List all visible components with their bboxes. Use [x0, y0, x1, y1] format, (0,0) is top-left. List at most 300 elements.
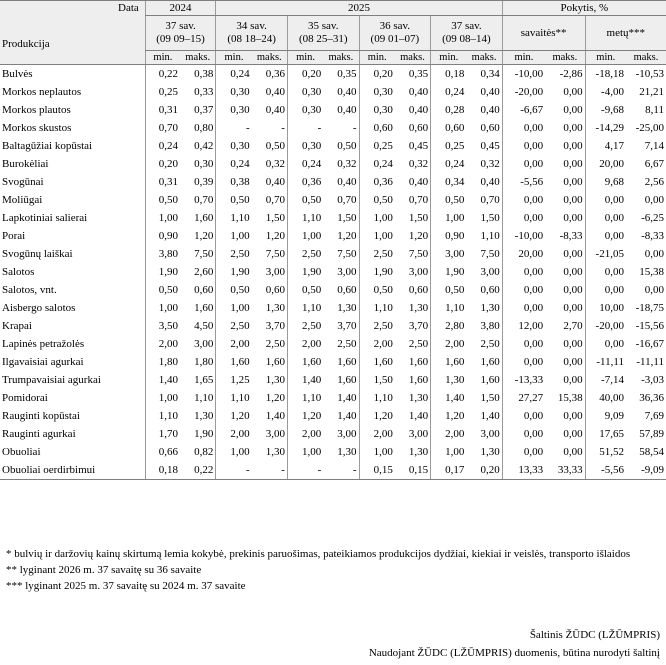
min-header: min. [431, 51, 467, 65]
table-row [0, 191, 666, 209]
max-value-cell: 1,30 [265, 446, 285, 458]
max-value-cell: 2,70 [563, 320, 583, 332]
max-value-cell: -6,25 [641, 212, 664, 224]
max-value-cell: 0,70 [337, 194, 357, 206]
min-value-cell: 0,30 [216, 101, 252, 119]
max-value-cell: 0,00 [563, 86, 583, 98]
min-value-cell: 0,50 [287, 281, 323, 299]
max-value-cell: 1,50 [265, 212, 285, 224]
min-value-cell: -10,00 [502, 65, 545, 84]
max-value-cell: 0,22 [180, 461, 216, 480]
max-value-cell: 3,00 [337, 266, 357, 278]
min-value-cell: 0,50 [359, 191, 395, 209]
min-value-cell: 0,00 [502, 425, 545, 443]
min-value-cell: 2,00 [287, 335, 323, 353]
max-value-cell: 1,60 [408, 374, 429, 386]
max-value-cell: 1,20 [408, 230, 429, 242]
table-row [0, 263, 666, 281]
min-value-cell: 2,00 [431, 425, 467, 443]
min-value-cell: 3,50 [145, 317, 180, 335]
min-value-cell: -20,00 [585, 317, 626, 335]
table-row [0, 65, 666, 84]
max-value-cell: 0,60 [408, 284, 429, 296]
source-block [369, 626, 660, 662]
min-value-cell: 0,25 [431, 137, 467, 155]
max-value-cell: 2,60 [194, 266, 214, 278]
max-value-cell: 0,00 [563, 266, 583, 278]
max-value-cell: 0,40 [265, 86, 285, 98]
min-value-cell: 0,66 [145, 443, 180, 461]
max-header: maks. [626, 51, 666, 65]
table-row [0, 371, 666, 389]
min-value-cell: -6,67 [502, 101, 545, 119]
max-value-cell: 1,30 [194, 410, 214, 422]
header-row-minmax [0, 51, 666, 65]
max-header: maks. [395, 51, 431, 65]
min-header: min. [216, 51, 252, 65]
min-value-cell: 0,20 [145, 155, 180, 173]
min-value-cell: 0,00 [585, 209, 626, 227]
product-name: Pomidorai [2, 392, 48, 404]
min-value-cell: 1,60 [431, 353, 467, 371]
min-value-cell: 10,00 [585, 299, 626, 317]
min-value-cell: 9,68 [585, 173, 626, 191]
min-value-cell: 1,25 [216, 371, 252, 389]
min-header: min. [359, 51, 395, 65]
min-value-cell: 0,31 [145, 173, 180, 191]
min-value-cell: 0,22 [145, 65, 180, 84]
max-value-cell: 0,70 [265, 194, 285, 206]
max-value-cell: 0,60 [480, 122, 500, 134]
max-value-cell: 1,60 [408, 356, 429, 368]
max-value-cell: 36,36 [639, 392, 664, 404]
max-value-cell: 0,00 [563, 374, 583, 386]
min-value-cell: -11,11 [585, 353, 626, 371]
min-value-cell: 1,00 [431, 209, 467, 227]
max-value-cell: 0,00 [563, 410, 583, 422]
max-value-cell: 0,40 [408, 86, 429, 98]
table-row [0, 101, 666, 119]
max-value-cell: 0,15 [395, 461, 431, 480]
max-value-cell: 33,33 [545, 461, 585, 480]
max-value-cell: -25,00 [635, 122, 664, 134]
min-value-cell: 0,34 [431, 173, 467, 191]
max-value-cell: -9,09 [626, 461, 666, 480]
min-value-cell: 0,00 [502, 335, 545, 353]
max-value-cell: 2,50 [408, 338, 429, 350]
max-value-cell: 0,00 [563, 176, 583, 188]
max-value-cell: 0,00 [563, 140, 583, 152]
max-header: maks. [252, 51, 288, 65]
min-value-cell: 0,90 [431, 227, 467, 245]
max-value-cell: 1,20 [265, 230, 285, 242]
max-value-cell: 1,40 [480, 410, 500, 422]
max-value-cell: 1,30 [480, 446, 500, 458]
max-header: maks. [180, 51, 216, 65]
min-value-cell: 1,00 [359, 227, 395, 245]
max-value-cell: 1,65 [194, 374, 214, 386]
min-value-cell: 9,09 [585, 407, 626, 425]
max-value-cell: 0,42 [194, 140, 214, 152]
min-value-cell: 0,50 [145, 191, 180, 209]
product-name: Rauginti kopūstai [2, 410, 80, 422]
max-value-cell: 0,80 [194, 122, 214, 134]
min-value-cell: 1,10 [359, 389, 395, 407]
min-value-cell: 2,50 [287, 245, 323, 263]
change-header: Pokytis, % [502, 1, 666, 16]
min-value-cell: -14,29 [585, 119, 626, 137]
min-value-cell: 1,10 [287, 209, 323, 227]
max-value-cell: 0,70 [408, 194, 429, 206]
max-value-cell: 3,00 [480, 428, 500, 440]
max-value-cell: 0,32 [337, 158, 357, 170]
max-value-cell: 3,70 [337, 320, 357, 332]
min-value-cell: 1,00 [216, 227, 252, 245]
max-value-cell: 1,50 [480, 212, 500, 224]
max-value-cell: 0,00 [563, 194, 583, 206]
max-value-cell: 1,40 [337, 392, 357, 404]
max-value-cell: 1,50 [480, 392, 500, 404]
min-value-cell: 1,00 [287, 443, 323, 461]
max-value-cell: 1,50 [408, 212, 429, 224]
min-value-cell: 1,40 [431, 389, 467, 407]
min-value-cell: - [216, 461, 252, 480]
max-value-cell: 0,40 [408, 176, 429, 188]
max-value-cell: 1,30 [408, 392, 429, 404]
max-value-cell: 1,40 [265, 410, 285, 422]
max-value-cell: 0,40 [480, 104, 500, 116]
max-value-cell: 1,10 [194, 392, 214, 404]
min-value-cell: 3,80 [145, 245, 180, 263]
footnote-1: * bulvių ir daržovių kainų skirtumą lemia kokybė, prekinis paruošimas, pateikiamos produkcijos dydžiai, kiekiai ir veislės, transporto išlaidos [6, 548, 631, 560]
week-header: 34 sav. (08 18–24) [216, 16, 288, 51]
max-value-cell: 0,60 [194, 284, 214, 296]
min-value-cell: 1,20 [287, 407, 323, 425]
max-value-cell: 7,50 [265, 248, 285, 260]
min-value-cell: -10,00 [502, 227, 545, 245]
max-value-cell: 1,50 [337, 212, 357, 224]
data-label: Data [0, 1, 145, 16]
max-value-cell: 2,50 [480, 338, 500, 350]
max-value-cell: 4,50 [194, 320, 214, 332]
min-value-cell: 3,00 [431, 245, 467, 263]
table-row [0, 119, 666, 137]
product-name: Lapkotiniai salierai [2, 212, 88, 224]
min-value-cell: 1,30 [431, 371, 467, 389]
max-value-cell: 1,30 [337, 302, 357, 314]
min-value-cell: 0,38 [216, 173, 252, 191]
min-value-cell: 1,50 [359, 371, 395, 389]
max-value-cell: 1,60 [194, 302, 214, 314]
min-value-cell: 12,00 [502, 317, 545, 335]
max-value-cell: -10,53 [635, 68, 664, 80]
min-value-cell: 1,00 [359, 443, 395, 461]
max-value-cell: -15,56 [635, 320, 664, 332]
min-value-cell: 4,17 [585, 137, 626, 155]
product-name: Rauginti agurkai [2, 428, 76, 440]
product-name: Salotos, vnt. [2, 284, 57, 296]
min-value-cell: 0,50 [431, 191, 467, 209]
table-row [0, 389, 666, 407]
max-value-cell: 0,30 [194, 158, 214, 170]
min-value-cell: 0,00 [585, 191, 626, 209]
max-value-cell: 1,60 [194, 212, 214, 224]
max-value-cell: 1,30 [265, 302, 285, 314]
table-row [0, 335, 666, 353]
min-value-cell: 1,00 [216, 299, 252, 317]
min-value-cell: 2,50 [359, 317, 395, 335]
product-name: Aisbergo salotos [2, 302, 76, 314]
min-value-cell: 2,00 [216, 335, 252, 353]
max-value-cell: 0,00 [563, 338, 583, 350]
table-row [0, 173, 666, 191]
max-value-cell: -8,33 [641, 230, 664, 242]
max-value-cell: 1,60 [265, 356, 285, 368]
max-value-cell: 1,30 [408, 302, 429, 314]
max-value-cell: 7,50 [480, 248, 500, 260]
min-value-cell: 20,00 [502, 245, 545, 263]
min-value-cell: 0,24 [431, 155, 467, 173]
max-value-cell: 0,40 [480, 86, 500, 98]
max-value-cell: 7,50 [408, 248, 429, 260]
min-value-cell: 0,30 [359, 83, 395, 101]
max-value-cell: 1,60 [480, 374, 500, 386]
max-value-cell: 0,35 [408, 68, 429, 80]
product-label: Produkcija [0, 16, 145, 51]
max-value-cell: 0,00 [644, 284, 664, 296]
min-value-cell: 0,00 [502, 137, 545, 155]
min-value-cell: 1,10 [287, 389, 323, 407]
max-value-cell: -3,03 [641, 374, 664, 386]
min-value-cell: 1,00 [145, 299, 180, 317]
max-value-cell: 0,36 [265, 68, 285, 80]
min-value-cell: 1,60 [216, 353, 252, 371]
max-value-cell: 0,40 [265, 176, 285, 188]
min-value-cell: 0,24 [287, 155, 323, 173]
max-value-cell: 0,50 [337, 140, 357, 152]
max-value-cell: -8,33 [559, 230, 583, 242]
min-value-cell: 0,00 [502, 191, 545, 209]
max-value-cell: 0,60 [408, 122, 429, 134]
max-value-cell: 15,38 [639, 266, 664, 278]
yearly-change-header: metų*** [585, 16, 666, 51]
min-value-cell: 2,00 [359, 335, 395, 353]
min-value-cell: 0,25 [145, 83, 180, 101]
footnotes [6, 546, 662, 594]
min-value-cell: 0,18 [145, 461, 180, 480]
max-value-cell: 3,70 [265, 320, 285, 332]
product-name: Salotos [2, 266, 35, 278]
year-2024-header: 2024 [145, 1, 216, 16]
product-name: Obuoliai oerdirbimui [0, 461, 145, 480]
max-value-cell: - [323, 461, 359, 480]
max-value-cell: 0,32 [408, 158, 429, 170]
max-value-cell: 0,00 [563, 356, 583, 368]
max-value-cell: 0,33 [194, 86, 214, 98]
min-value-cell: -21,05 [585, 245, 626, 263]
min-value-cell: 1,90 [287, 263, 323, 281]
max-value-cell: 1,90 [194, 428, 214, 440]
min-header: min. [145, 51, 180, 65]
max-value-cell: 0,60 [337, 284, 357, 296]
max-value-cell: 7,69 [644, 410, 664, 422]
min-value-cell: 1,70 [145, 425, 180, 443]
max-value-cell: 57,89 [639, 428, 664, 440]
min-value-cell: - [287, 461, 323, 480]
max-value-cell: - [252, 461, 288, 480]
max-value-cell: 2,50 [265, 338, 285, 350]
min-value-cell: 1,90 [145, 263, 180, 281]
max-value-cell: 0,40 [337, 104, 357, 116]
product-name: Porai [2, 230, 26, 242]
max-value-cell: 3,00 [337, 428, 357, 440]
max-value-cell: -11,11 [636, 356, 664, 368]
min-value-cell: 0,00 [502, 209, 545, 227]
max-value-cell: 6,67 [644, 158, 664, 170]
min-value-cell: 1,60 [287, 353, 323, 371]
min-value-cell: 0,00 [502, 155, 545, 173]
max-value-cell: 7,50 [337, 248, 357, 260]
product-name: Burokėliai [2, 158, 49, 170]
max-value-cell: 0,70 [194, 194, 214, 206]
min-value-cell: -9,68 [585, 101, 626, 119]
min-value-cell: - [287, 119, 323, 137]
min-value-cell: 0,24 [431, 83, 467, 101]
min-value-cell: 0,00 [502, 281, 545, 299]
table-row [0, 299, 666, 317]
header-row-weeks [0, 16, 666, 51]
min-value-cell: 1,20 [431, 407, 467, 425]
min-value-cell: -20,00 [502, 83, 545, 101]
min-value-cell: 0,30 [287, 137, 323, 155]
min-value-cell: 0,31 [145, 101, 180, 119]
min-value-cell: 17,65 [585, 425, 626, 443]
min-value-cell: 0,30 [216, 137, 252, 155]
max-value-cell: 0,00 [563, 248, 583, 260]
max-value-cell: 3,00 [480, 266, 500, 278]
min-value-cell: 1,20 [216, 407, 252, 425]
min-value-cell: 1,10 [359, 299, 395, 317]
max-value-cell: 1,30 [480, 302, 500, 314]
min-value-cell: 1,00 [287, 227, 323, 245]
min-value-cell: 0,18 [431, 65, 467, 84]
max-value-cell: 0,38 [194, 68, 214, 80]
min-header: min. [585, 51, 626, 65]
min-value-cell: -5,56 [502, 173, 545, 191]
min-header: min. [502, 51, 545, 65]
max-value-cell: 0,32 [265, 158, 285, 170]
min-value-cell: 2,50 [216, 245, 252, 263]
table-row [0, 83, 666, 101]
max-value-cell: 0,00 [563, 302, 583, 314]
min-value-cell: -18,18 [585, 65, 626, 84]
max-value-cell: 0,60 [480, 284, 500, 296]
max-value-cell: 0,00 [563, 428, 583, 440]
table-row [0, 461, 666, 480]
max-value-cell: 0,37 [194, 104, 214, 116]
min-value-cell: 1,80 [145, 353, 180, 371]
min-value-cell: 0,24 [359, 155, 395, 173]
min-value-cell: 0,00 [502, 353, 545, 371]
min-value-cell: 0,00 [502, 119, 545, 137]
min-value-cell: 0,25 [359, 137, 395, 155]
table-row [0, 137, 666, 155]
max-value-cell: 0,20 [466, 461, 502, 480]
max-value-cell: 3,00 [408, 266, 429, 278]
min-value-cell: 1,90 [359, 263, 395, 281]
min-value-cell: 0,17 [431, 461, 467, 480]
source-notice: Naudojant ŽŪDC (LŽŪMPRIS) duomenis, būtina nurodyti šaltinį [368, 647, 660, 659]
max-value-cell: 21,21 [639, 86, 664, 98]
min-value-cell: 51,52 [585, 443, 626, 461]
min-value-cell: 2,50 [216, 317, 252, 335]
max-value-cell: 7,50 [194, 248, 214, 260]
max-value-cell: 1,80 [194, 356, 214, 368]
min-value-cell: 0,36 [287, 173, 323, 191]
table-row [0, 443, 666, 461]
max-value-cell: 0,00 [644, 248, 664, 260]
max-value-cell: -18,75 [635, 302, 664, 314]
product-name: Krapai [2, 320, 32, 332]
max-value-cell: 1,60 [480, 356, 500, 368]
min-value-cell: 0,50 [431, 281, 467, 299]
min-value-cell: 0,60 [359, 119, 395, 137]
min-value-cell: 1,60 [359, 353, 395, 371]
min-value-cell: 2,00 [431, 335, 467, 353]
max-value-cell: 3,80 [480, 320, 500, 332]
max-value-cell: 0,40 [408, 104, 429, 116]
max-value-cell: 0,50 [265, 140, 285, 152]
min-value-cell: 2,80 [431, 317, 467, 335]
product-name: Morkos plautos [2, 104, 71, 116]
max-value-cell: 1,40 [337, 410, 357, 422]
max-value-cell: 0,40 [337, 176, 357, 188]
table-row [0, 227, 666, 245]
min-value-cell: 2,00 [359, 425, 395, 443]
product-name: Svogūnai [2, 176, 44, 188]
max-value-cell: 1,20 [337, 230, 357, 242]
min-value-cell: 2,50 [287, 317, 323, 335]
min-value-cell: 1,20 [359, 407, 395, 425]
table-row [0, 353, 666, 371]
max-value-cell: 1,30 [265, 374, 285, 386]
table-row [0, 407, 666, 425]
max-value-cell: 0,40 [480, 176, 500, 188]
footnote-3: *** lyginant 2025 m. 37 savaitę su 2024 m. 37 savaite [6, 580, 246, 592]
max-value-cell: 15,38 [557, 392, 583, 404]
max-value-cell: - [352, 122, 357, 134]
table-row [0, 245, 666, 263]
min-value-cell: 0,50 [216, 281, 252, 299]
min-value-cell: 1,00 [216, 443, 252, 461]
min-value-cell: 1,40 [287, 371, 323, 389]
week-header: 36 sav. (09 01–07) [359, 16, 431, 51]
max-value-cell: 0,00 [563, 158, 583, 170]
product-name: Trumpavaisiai agurkai [2, 374, 101, 386]
min-value-cell: 1,10 [216, 389, 252, 407]
min-value-cell: 0,00 [585, 281, 626, 299]
footnote-2: ** lyginant 2026 m. 37 savaitę su 36 savaite [6, 564, 202, 576]
max-value-cell: 3,00 [194, 338, 214, 350]
max-value-cell: 3,00 [408, 428, 429, 440]
min-value-cell: 27,27 [502, 389, 545, 407]
min-value-cell: 13,33 [502, 461, 545, 480]
min-value-cell: 1,00 [145, 389, 180, 407]
min-value-cell: 2,00 [216, 425, 252, 443]
product-name: Lapinės petražolės [2, 338, 85, 350]
min-value-cell: 0,30 [216, 83, 252, 101]
max-value-cell: 0,60 [265, 284, 285, 296]
